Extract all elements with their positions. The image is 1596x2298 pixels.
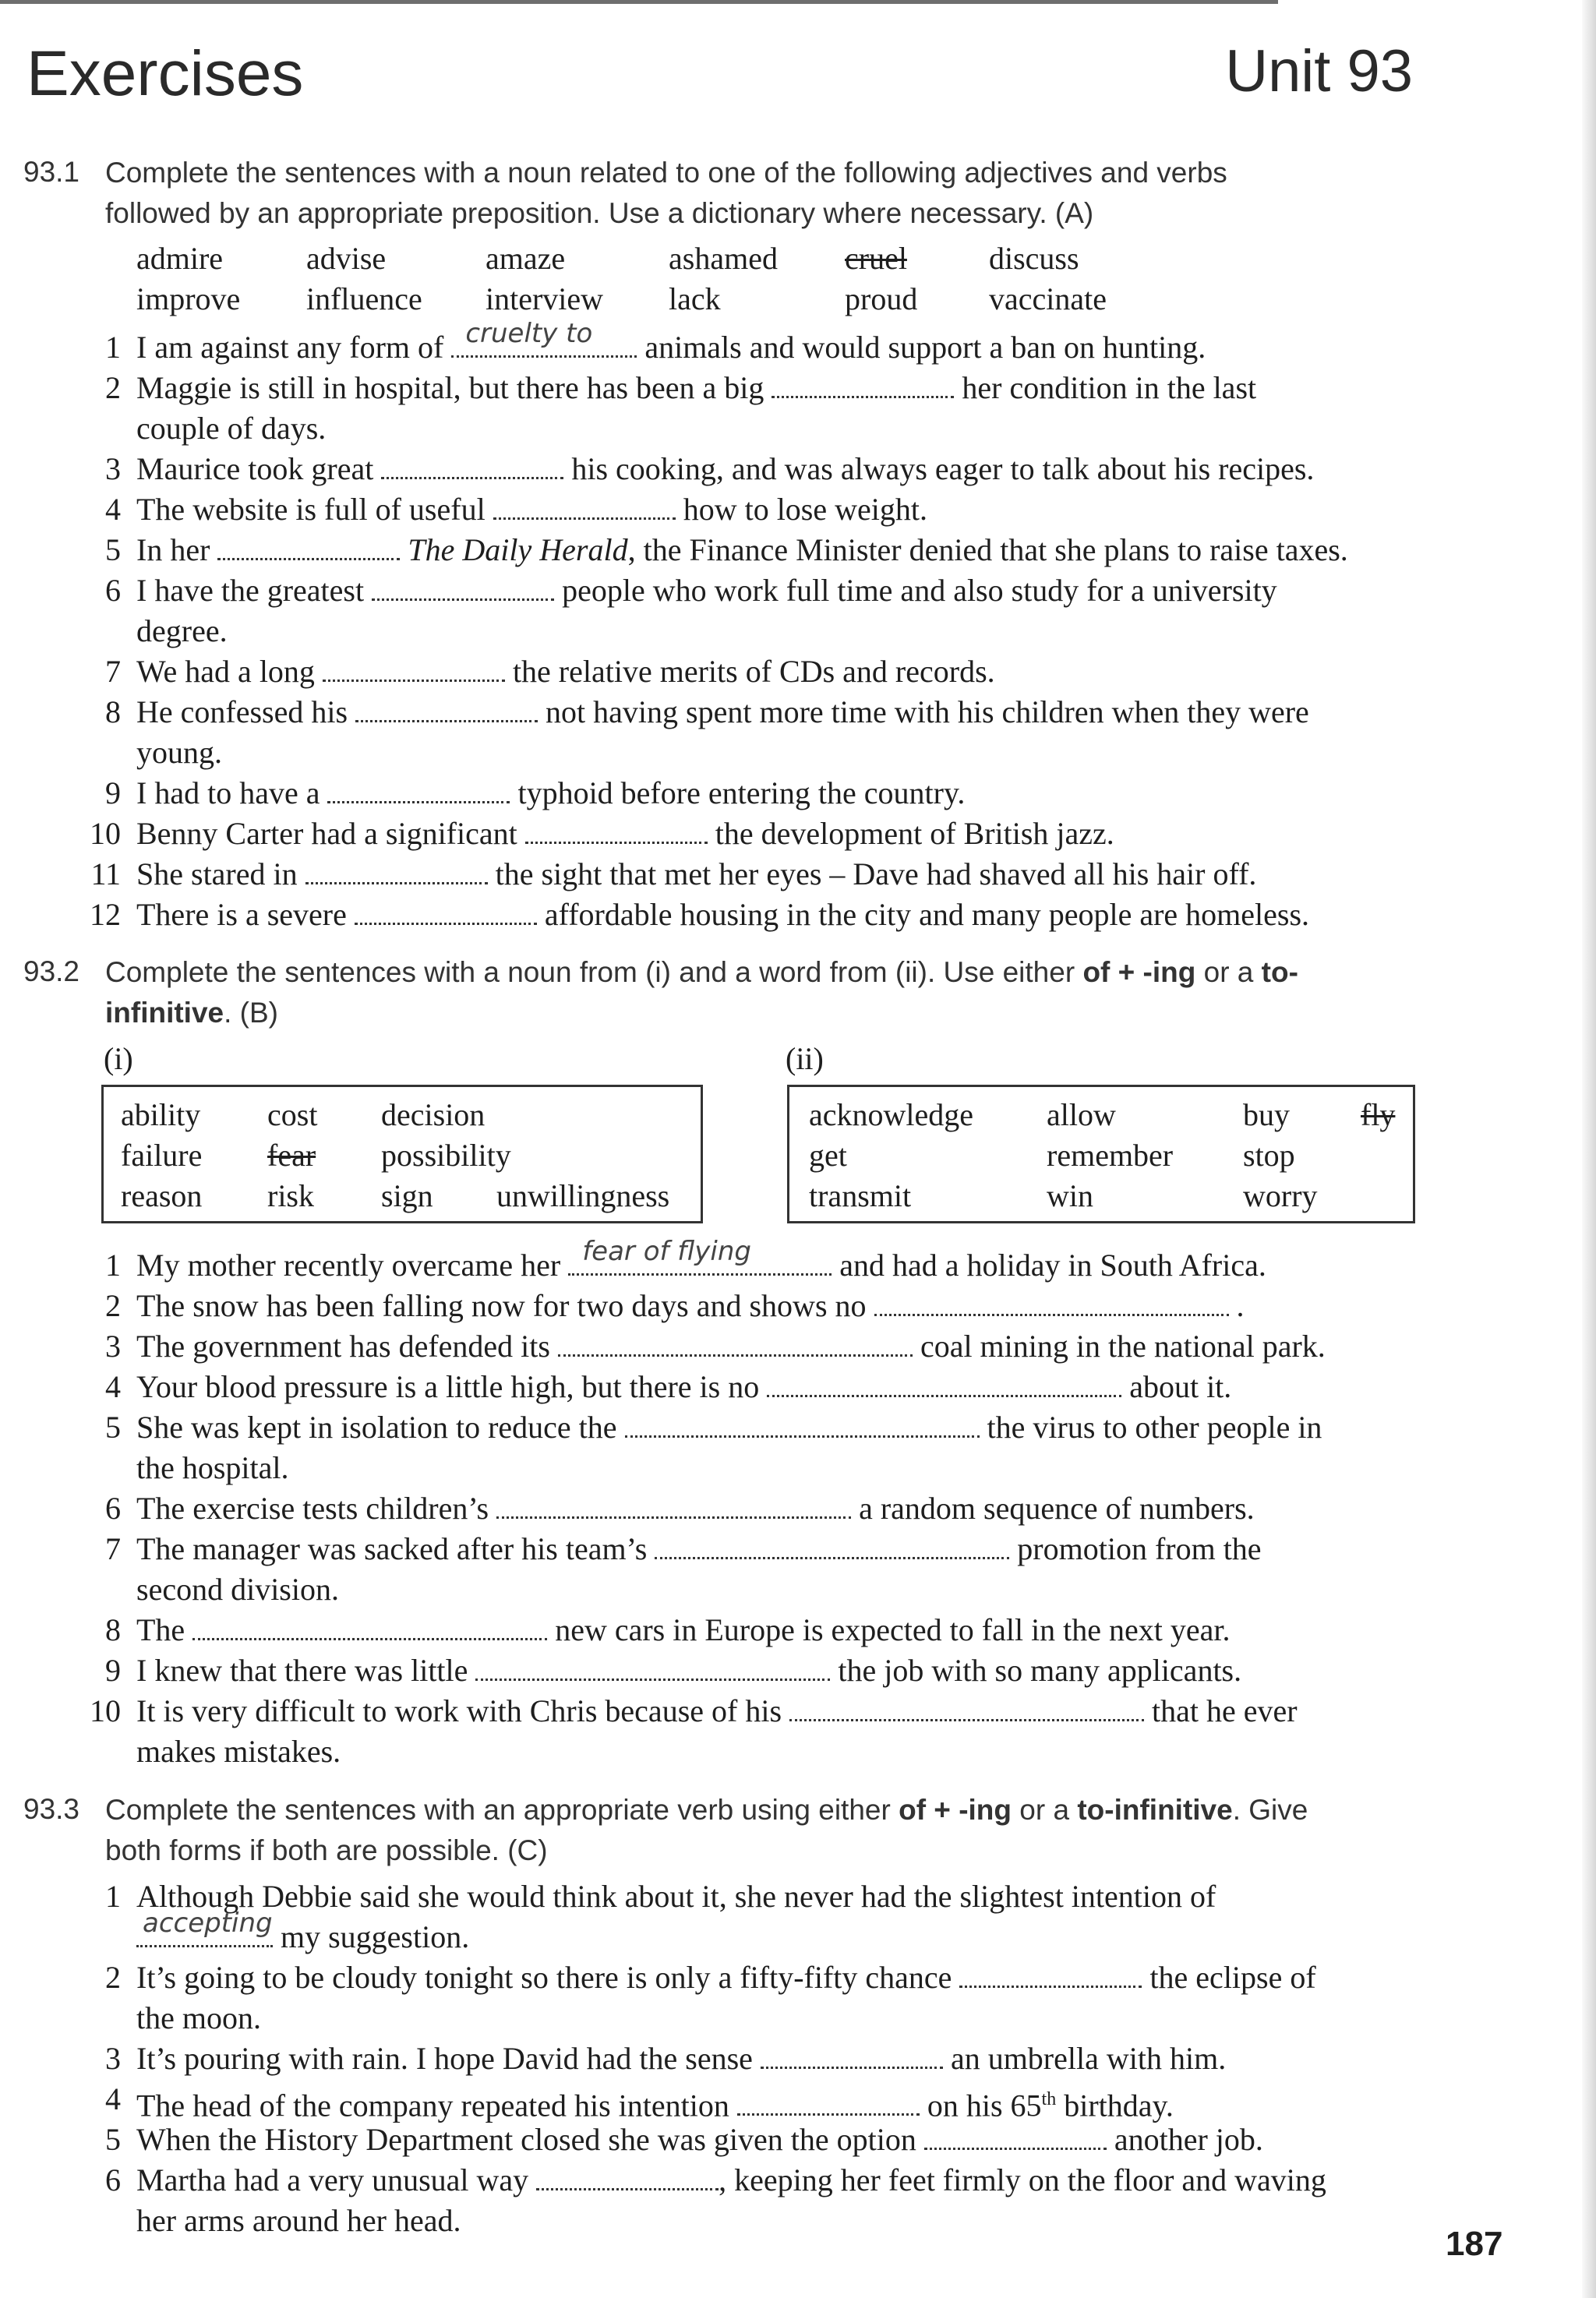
item-text: My mother recently overcame her <box>136 1248 561 1283</box>
item-text: the job with so many applicants. <box>838 1653 1242 1688</box>
item-text-italic: The Daily Herald <box>408 532 628 567</box>
word-box-i <box>101 1085 703 1223</box>
instruction-bold: infinitive <box>105 997 224 1029</box>
list-item-continuation <box>136 1908 470 1957</box>
item-number: 12 <box>90 897 121 932</box>
instruction-text: Complete the sentences with a noun from (i) and a word from (ii). Use either <box>105 956 1083 988</box>
list-item <box>0 1650 1596 1691</box>
item-text: new cars in Europe is expected to fall in the next year. <box>555 1612 1231 1647</box>
item-number: 7 <box>105 1531 121 1566</box>
answer-blank[interactable] <box>874 1287 1229 1316</box>
box-label-ii: (ii) <box>786 1041 824 1076</box>
item-text: the sight that met her eyes – Dave had shaved all his hair off. <box>495 856 1257 891</box>
item-text: The manager was sacked after his team’s <box>136 1531 648 1566</box>
answer-blank[interactable] <box>475 1652 830 1681</box>
item-number: 3 <box>105 2041 121 2076</box>
item-number: 2 <box>105 1288 121 1323</box>
item-text: Your blood pressure is a little high, but there is no <box>136 1369 760 1404</box>
item-text: promotion from the <box>1017 1531 1262 1566</box>
word: acknowledge <box>809 1097 974 1132</box>
list-item <box>0 1529 1596 1569</box>
item-text: people who work full time and also study for a university <box>562 573 1277 608</box>
list-item <box>0 1488 1596 1529</box>
word: worry <box>1243 1178 1318 1213</box>
item-text: the eclipse of <box>1149 1960 1316 1995</box>
list-item <box>0 1691 1596 1731</box>
answer-blank[interactable] <box>496 1490 851 1519</box>
answer-blank[interactable] <box>451 318 637 358</box>
list-item <box>0 773 1596 814</box>
word: decision <box>381 1097 486 1132</box>
answer-blank[interactable] <box>136 1908 273 1947</box>
item-text: her condition in the last <box>962 370 1257 405</box>
word: advise <box>306 241 387 276</box>
item-number: 5 <box>105 1410 121 1445</box>
instruction-line: both forms if both are possible. (C) <box>105 1834 548 1866</box>
handwritten-answer: accepting <box>143 1908 273 1939</box>
item-text: degree. <box>136 613 228 648</box>
list-item <box>0 814 1596 854</box>
item-text: typhoid before entering the country. <box>517 775 966 810</box>
page-number: 187 <box>1446 2225 1503 2263</box>
list-item <box>0 489 1596 530</box>
item-text: The government has defended its <box>136 1329 550 1364</box>
word: transmit <box>809 1178 912 1213</box>
list-item <box>0 1286 1596 1326</box>
list-item <box>0 692 1596 732</box>
answer-blank[interactable] <box>558 1328 913 1357</box>
item-text: birthday. <box>1056 2088 1174 2123</box>
instruction-line: followed by an appropriate preposition. Use a dictionary where necessary. (A) <box>105 197 1094 229</box>
list-item <box>0 651 1596 692</box>
item-number: 2 <box>105 1960 121 1995</box>
answer-blank[interactable] <box>959 1959 1142 1988</box>
item-number: 5 <box>105 2122 121 2157</box>
word-crossed-out: fear <box>267 1138 316 1173</box>
item-text: her arms around her head. <box>136 2203 461 2238</box>
list-item <box>0 530 1596 570</box>
item-text: Benny Carter had a significant <box>136 816 517 851</box>
answer-blank[interactable] <box>217 531 400 560</box>
answer-blank[interactable] <box>192 1611 547 1640</box>
list-item <box>0 2160 1596 2201</box>
item-number: 5 <box>105 532 121 567</box>
item-number: 10 <box>90 816 121 851</box>
item-text: a random sequence of numbers. <box>859 1491 1255 1526</box>
handwritten-answer: fear of flying <box>582 1236 751 1267</box>
word: win <box>1047 1178 1093 1213</box>
answer-blank[interactable] <box>372 572 554 601</box>
item-text: second division. <box>136 1572 339 1607</box>
item-text: , the Finance Minister denied that she plans to raise taxes. <box>627 532 1348 567</box>
word: improve <box>136 281 241 316</box>
word: admire <box>136 241 224 276</box>
word-crossed-out: cruel <box>845 241 907 276</box>
item-text: the virus to other people in <box>987 1410 1322 1445</box>
word: sign <box>381 1178 433 1213</box>
item-number: 11 <box>90 856 121 891</box>
item-text: another job. <box>1114 2122 1263 2157</box>
word-crossed-out: fly <box>1361 1097 1396 1132</box>
item-number: 6 <box>105 2162 121 2197</box>
answer-blank[interactable] <box>761 2040 943 2069</box>
item-number: 6 <box>105 1491 121 1526</box>
word: allow <box>1047 1097 1116 1132</box>
instruction-line: Complete the sentences with a noun related to one of the following adjectives and verbs <box>105 157 1227 189</box>
word: ashamed <box>669 241 778 276</box>
word: influence <box>306 281 422 316</box>
item-number: 6 <box>105 573 121 608</box>
item-number: 8 <box>105 694 121 729</box>
item-text: Maurice took great <box>136 451 374 486</box>
item-text: the development of British jazz. <box>715 816 1114 851</box>
word: discuss <box>989 241 1079 276</box>
answer-blank[interactable] <box>924 2121 1107 2150</box>
answer-blank[interactable] <box>568 1236 832 1276</box>
instruction-text: or a <box>1012 1794 1078 1826</box>
list-item <box>0 1610 1596 1650</box>
word: proud <box>845 281 918 316</box>
item-text: an umbrella with him. <box>950 2041 1227 2076</box>
item-text: He confessed his <box>136 694 348 729</box>
item-number: 9 <box>105 1653 121 1688</box>
item-number: 4 <box>105 492 121 527</box>
word: interview <box>486 281 604 316</box>
item-number: 4 <box>105 2081 121 2116</box>
item-text: When the History Department closed she was given the option <box>136 2122 916 2157</box>
item-text: affordable housing in the city and many people are homeless. <box>544 897 1310 932</box>
instruction-text: . Give <box>1232 1794 1308 1826</box>
item-number: 1 <box>105 1248 121 1283</box>
item-number: 1 <box>105 330 121 365</box>
list-item <box>0 854 1596 895</box>
word: get <box>809 1138 847 1173</box>
word: unwillingness <box>496 1178 670 1213</box>
word: failure <box>121 1138 203 1173</box>
box-label-i: (i) <box>104 1041 133 1076</box>
item-text: It’s pouring with rain. I hope David had the sense <box>136 2041 753 2076</box>
list-item <box>0 318 1596 368</box>
item-number: 1 <box>105 1879 121 1914</box>
word: risk <box>267 1178 314 1213</box>
item-text: couple of days. <box>136 411 327 446</box>
item-text: the relative merits of CDs and records. <box>512 654 995 689</box>
list-item <box>0 1326 1596 1367</box>
item-text: and had a holiday in South Africa. <box>839 1248 1266 1283</box>
word: amaze <box>486 241 566 276</box>
item-number: 10 <box>90 1693 121 1728</box>
item-text: I knew that there was little <box>136 1653 468 1688</box>
item-text: It is very difficult to work with Chris because of his <box>136 1693 782 1728</box>
list-item <box>0 1236 1596 1286</box>
item-text: I have the greatest <box>136 573 365 608</box>
item-text: animals and would support a ban on hunting. <box>644 330 1206 365</box>
item-text: The snow has been falling now for two days and shows no <box>136 1288 867 1323</box>
list-item <box>0 2120 1596 2160</box>
item-number: 3 <box>105 451 121 486</box>
item-text: We had a long <box>136 654 315 689</box>
item-text: about it. <box>1129 1369 1232 1404</box>
list-item <box>0 1367 1596 1407</box>
answer-blank[interactable] <box>772 369 954 398</box>
item-text: not having spent more time with his children when they were <box>546 694 1309 729</box>
item-text: She stared in <box>136 856 298 891</box>
exercise-number: 93.2 <box>23 955 80 987</box>
word: stop <box>1243 1138 1295 1173</box>
item-text: my suggestion. <box>281 1919 470 1954</box>
list-item <box>0 1407 1596 1448</box>
list-item <box>0 570 1596 611</box>
exercise-number: 93.3 <box>23 1793 80 1825</box>
item-text: The <box>136 1612 185 1647</box>
answer-blank[interactable] <box>625 1409 980 1438</box>
word-box-ii <box>787 1085 1415 1223</box>
word: reason <box>121 1178 203 1213</box>
answer-blank[interactable] <box>493 491 676 520</box>
word: buy <box>1243 1097 1290 1132</box>
answer-blank[interactable] <box>536 2162 719 2190</box>
answer-blank[interactable] <box>323 653 505 682</box>
item-text: that he ever <box>1152 1693 1298 1728</box>
word: lack <box>669 281 721 316</box>
item-text: how to lose weight. <box>683 492 927 527</box>
top-rule <box>0 0 1278 4</box>
item-text: Maggie is still in hospital, but there has been a big <box>136 370 764 405</box>
answer-blank[interactable] <box>381 450 563 479</box>
item-text: makes mistakes. <box>136 1734 341 1769</box>
exercise-number: 93.1 <box>23 156 80 188</box>
item-number: 2 <box>105 370 121 405</box>
answer-blank[interactable] <box>525 815 708 844</box>
item-number: 9 <box>105 775 121 810</box>
instruction-bold: to-infinitive <box>1077 1794 1233 1826</box>
answer-blank[interactable] <box>737 2087 920 2116</box>
answer-blank[interactable] <box>789 1693 1144 1721</box>
item-text: his cooking, and was always eager to talk about his recipes. <box>571 451 1315 486</box>
instruction-bold: of + -ing <box>1082 956 1196 988</box>
list-item <box>0 1957 1596 1998</box>
item-text: It’s going to be cloudy tonight so there is only a fifty-fifty chance <box>136 1960 952 1995</box>
answer-blank[interactable] <box>355 896 537 925</box>
word: possibility <box>381 1138 511 1173</box>
item-text: Although Debbie said she would think about it, she never had the slightest intention of <box>136 1879 1216 1914</box>
instruction-bold: to- <box>1261 956 1298 988</box>
unit-label: Unit 93 <box>1225 38 1413 104</box>
item-text: Martha had a very unusual way <box>136 2162 529 2197</box>
word: cost <box>267 1097 318 1132</box>
item-text: I had to have a <box>136 775 320 810</box>
item-text: the moon. <box>136 2000 261 2035</box>
item-text: young. <box>136 735 222 770</box>
instruction-text: Complete the sentences with an appropriate verb using either <box>105 1794 899 1826</box>
instruction-text: . (B) <box>224 997 279 1029</box>
item-text: . <box>1236 1288 1245 1323</box>
list-item <box>0 449 1596 489</box>
list-item <box>0 368 1596 408</box>
word: remember <box>1047 1138 1174 1173</box>
item-number: 8 <box>105 1612 121 1647</box>
list-item <box>0 2079 1596 2123</box>
item-text: There is a severe <box>136 897 347 932</box>
item-text: She was kept in isolation to reduce the <box>136 1410 617 1445</box>
answer-blank[interactable] <box>655 1530 1009 1559</box>
answer-blank[interactable] <box>355 694 538 722</box>
item-number: 7 <box>105 654 121 689</box>
item-text: on his 65 <box>927 2088 1042 2123</box>
item-text: , keeping her feet firmly on the floor and waving <box>719 2162 1326 2197</box>
word: vaccinate <box>989 281 1107 316</box>
exercise-instructions <box>105 952 1399 1033</box>
ordinal-suffix: th <box>1041 2089 1057 2109</box>
list-item <box>0 895 1596 935</box>
instruction-bold: of + -ing <box>899 1794 1012 1826</box>
word: ability <box>121 1097 201 1132</box>
item-text: the hospital. <box>136 1450 289 1485</box>
answer-blank[interactable] <box>327 775 510 803</box>
item-text: The exercise tests children’s <box>136 1491 489 1526</box>
item-text: The website is full of useful <box>136 492 486 527</box>
item-text: In her <box>136 532 210 567</box>
exercise-instructions <box>105 1790 1399 1871</box>
handwritten-answer: cruelty to <box>465 318 593 349</box>
item-number: 4 <box>105 1369 121 1404</box>
item-text: The head of the company repeated his intention <box>136 2088 729 2123</box>
item-text: coal mining in the national park. <box>920 1329 1326 1364</box>
page-title: Exercises <box>26 38 304 109</box>
item-number: 3 <box>105 1329 121 1364</box>
answer-blank[interactable] <box>305 856 488 884</box>
exercise-instructions <box>105 153 1399 234</box>
list-item <box>0 2039 1596 2079</box>
answer-blank[interactable] <box>767 1368 1121 1397</box>
instruction-text: or a <box>1195 956 1262 988</box>
item-text: I am against any form of <box>136 330 444 365</box>
